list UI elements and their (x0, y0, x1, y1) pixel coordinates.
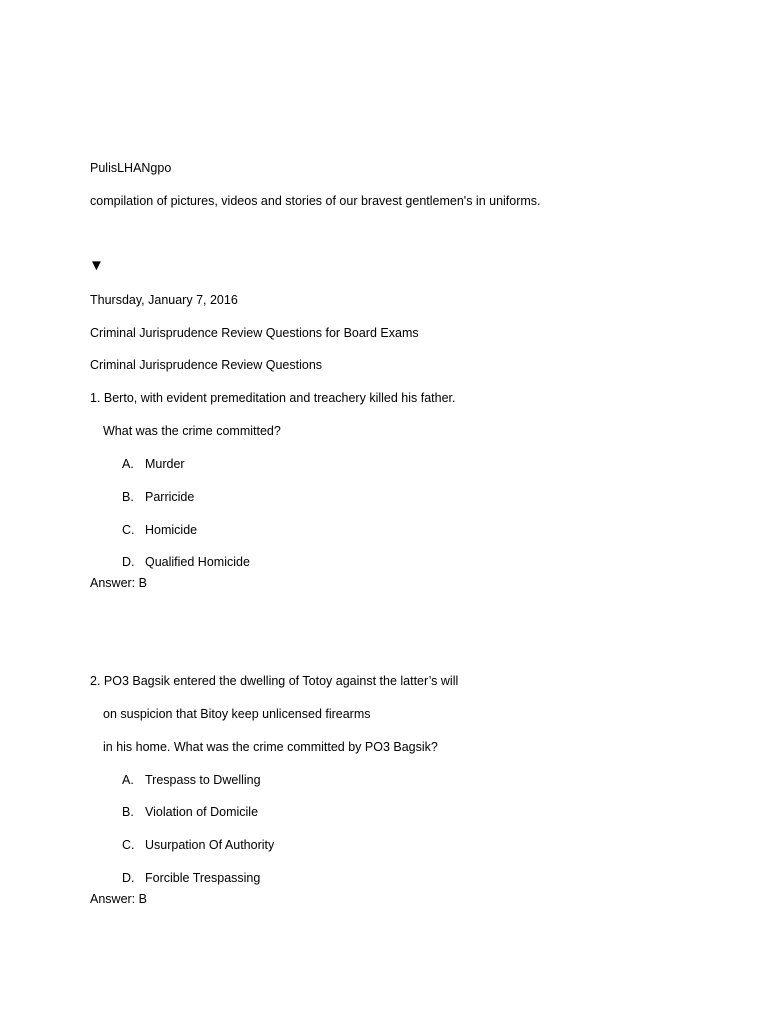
option-letter: D. (122, 871, 135, 885)
question-1-option-d (122, 554, 250, 570)
option-letter: C. (122, 523, 135, 537)
question-2-option-b (122, 804, 258, 820)
option-text: Murder (145, 457, 185, 471)
option-letter: D. (122, 555, 135, 569)
option-text: Forcible Trespassing (145, 871, 261, 885)
option-letter: B. (122, 490, 134, 504)
question-1-answer: Answer: B (90, 576, 147, 590)
question-2-option-a (122, 772, 261, 788)
option-text: Trespass to Dwelling (145, 773, 261, 787)
question-1-text: 1. Berto, with evident premeditation and treachery killed his father. (90, 391, 456, 405)
option-letter: A. (122, 457, 134, 471)
question-2-answer: Answer: B (90, 892, 147, 906)
option-text: Usurpation Of Authority (145, 838, 275, 852)
post-subtitle: Criminal Jurisprudence Review Questions (90, 358, 323, 372)
option-letter: A. (122, 773, 134, 787)
question-2-option-c (122, 837, 274, 853)
question-1-option-a (122, 456, 185, 472)
question-1-option-b (122, 489, 194, 505)
question-1-text-cont: What was the crime committed? (103, 424, 281, 438)
question-2-option-d (122, 870, 260, 886)
option-letter: B. (122, 805, 134, 819)
post-date: Thursday, January 7, 2016 (90, 293, 238, 307)
collapse-toggle-icon[interactable]: ▼ (89, 257, 104, 274)
question-1-option-c (122, 522, 197, 538)
question-2-text-cont-2: in his home. What was the crime committed by PO3 Bagsik? (103, 740, 438, 754)
question-2-text: 2. PO3 Bagsik entered the dwelling of Totoy against the latter’s will (90, 674, 459, 688)
blog-description: compilation of pictures, videos and stories of our bravest gentlemen's in uniforms. (90, 194, 541, 208)
option-text: Violation of Domicile (145, 805, 259, 819)
question-2-text-cont-1: on suspicion that Bitoy keep unlicensed firearms (103, 707, 371, 721)
option-text: Parricide (145, 490, 195, 504)
post-title[interactable]: Criminal Jurisprudence Review Questions for Board Exams (90, 326, 419, 340)
option-text: Homicide (145, 523, 198, 537)
blog-title[interactable]: PulisLHANgpo (90, 161, 172, 175)
option-letter: C. (122, 838, 135, 852)
option-text: Qualified Homicide (145, 555, 250, 569)
